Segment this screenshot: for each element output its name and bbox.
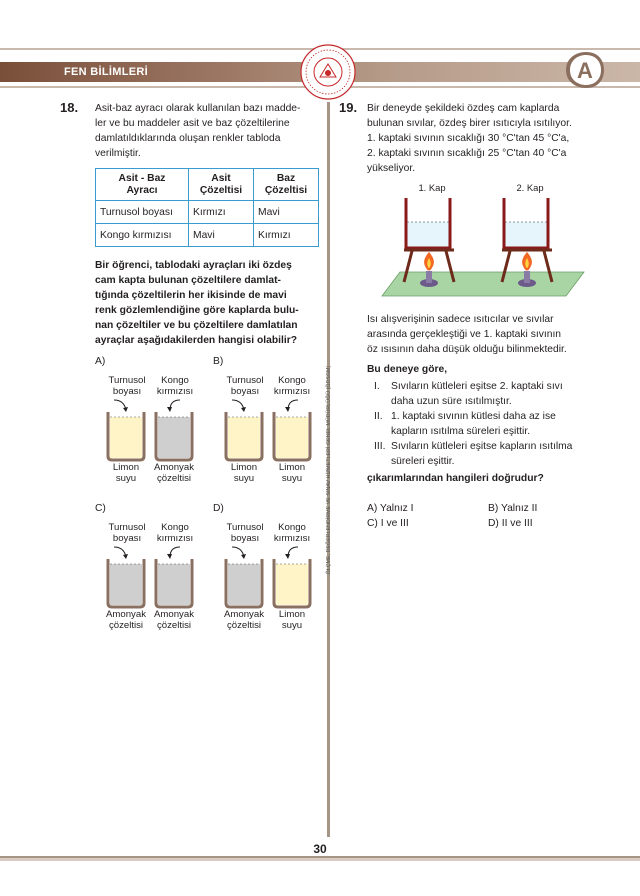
footer-line-light xyxy=(0,858,640,861)
q19-info xyxy=(367,312,567,357)
option-b-left-top: Turnusol boyası xyxy=(226,375,264,397)
q18-intro-line: ler ve bu maddeler asit ve baz çözeltilerine xyxy=(95,118,290,130)
option-a-right-bottom: Amonyak çözeltisi xyxy=(154,462,194,484)
q18-intro-line: damlatıldıklarında oluşan renkler tabloda xyxy=(95,133,281,145)
q18-intro-line: verilmiştir. xyxy=(95,148,141,160)
option-d-left-bottom: Amonyak çözeltisi xyxy=(224,609,264,631)
statement-number: III. xyxy=(374,441,386,452)
drop-arrow xyxy=(170,547,180,557)
option-a-left-bottom: Limon suyu xyxy=(112,462,140,484)
q19-intro-line: 1. kaptaki sıvının sıcaklığı 30 °C'tan 45 °C'a, xyxy=(367,133,570,145)
table-cell: Mavi xyxy=(189,224,254,247)
q19-statement-3 xyxy=(374,439,572,469)
heating-setup-figure xyxy=(370,178,590,310)
subject-title: FEN BİLİMLERİ xyxy=(64,66,148,78)
table-row xyxy=(96,201,319,224)
table-header-row xyxy=(96,169,319,201)
q19-info-line: öz ısısının daha düşük olduğu bilinmektedir. xyxy=(367,344,567,356)
option-a-left-top: Turnusol boyası xyxy=(108,375,146,397)
q19-statement-1 xyxy=(374,379,563,409)
q19-number: 19. xyxy=(339,100,358,115)
option-d-beakers xyxy=(218,543,318,609)
q19-info-line: arasında gerçekleştiği ve 1. kaptaki sıvının xyxy=(367,329,562,341)
q19-lead: Bu deneye göre, xyxy=(367,364,448,375)
q18-question-line: Bir öğrenci, tablodaki ayraçları iki özdeş xyxy=(95,260,292,271)
q18-number: 18. xyxy=(60,100,79,115)
q19-intro-line: 2. kaptaki sıvının sıcaklığı 25 °C'tan 40 °C'a xyxy=(367,148,567,160)
option-d-label[interactable]: D) xyxy=(213,503,224,514)
table-header: Asit - Baz Ayracı xyxy=(96,169,189,201)
option-b-right-top: Kongo kırmızısı xyxy=(273,375,311,397)
statement-line: daha uzun süre ısıtılmıştır. xyxy=(391,396,512,408)
q18-question-line: ayraçlar aşağıdakilerden hangisi olabilir? xyxy=(95,335,298,347)
table-cell: Kongo kırmızısı xyxy=(96,224,189,247)
ministry-seal-icon xyxy=(300,44,356,100)
option-b-right-bottom: Limon suyu xyxy=(278,462,306,484)
option-d-left-top: Turnusol boyası xyxy=(226,522,264,544)
table-header: Baz Çözeltisi xyxy=(254,169,319,201)
choice-b[interactable]: B) Yalnız II xyxy=(488,503,538,514)
q18-question-line: renk gözlemlendiğine göre kaplarda bulu- xyxy=(95,305,299,317)
q18-question xyxy=(95,258,299,349)
table-cell: Kırmızı xyxy=(254,224,319,247)
option-b-beakers xyxy=(218,396,318,462)
option-d-right-top: Kongo kırmızısı xyxy=(273,522,311,544)
booklet-letter-badge xyxy=(562,50,606,90)
option-a-beakers xyxy=(100,396,200,462)
q19-intro-line: bulunan sıvılar, özdeş birer ısıtıcıyla ısıtılıyor. xyxy=(367,118,572,130)
side-credit-text: ÖLÇME, DEĞERLENDİRME VE SINAV HİZMETLERİ GENEL MÜDÜRLÜĞÜ (ÖDSGM) xyxy=(326,365,332,575)
page-number: 30 xyxy=(313,842,327,856)
figure-label-1: 1. Kap xyxy=(418,182,446,193)
q19-info-line: Isı alışverişinin sadece ısıtıcılar ve sıvılar xyxy=(367,314,554,325)
option-c-right-top: Kongo kırmızısı xyxy=(156,522,194,544)
drop-arrow xyxy=(170,400,180,410)
q18-intro xyxy=(95,101,300,161)
q18-question-line: cam kapta bulunan çözeltilere damlat- xyxy=(95,275,281,287)
option-c-right-bottom: Amonyak çözeltisi xyxy=(154,609,194,631)
q18-intro-line: Asit-baz ayracı olarak kullanılan bazı madde- xyxy=(95,103,301,114)
option-b-left-bottom: Limon suyu xyxy=(230,462,258,484)
option-c-left-bottom: Amonyak çözeltisi xyxy=(106,609,146,631)
figure-label-2: 2. Kap xyxy=(516,182,544,193)
choice-d[interactable]: D) II ve III xyxy=(488,518,533,529)
q18-question-line: tığında çözeltilerin her ikisinde de mavi xyxy=(95,290,287,302)
q19-statement-2 xyxy=(374,409,556,439)
indicator-table xyxy=(95,168,319,247)
statement-line: Sıvıların kütleleri eşitse 2. kaptaki sıvı xyxy=(391,381,563,392)
option-b-label[interactable]: B) xyxy=(213,356,224,367)
option-c-left-top: Turnusol boyası xyxy=(108,522,146,544)
option-a-label[interactable]: A) xyxy=(95,356,106,367)
statement-line: süreleri eşittir. xyxy=(391,456,455,468)
option-c-beakers xyxy=(100,543,200,609)
statement-line: 1. kaptaki sıvının kütlesi daha az ise xyxy=(391,411,556,422)
booklet-letter: A xyxy=(577,58,593,83)
choice-c[interactable]: C) I ve III xyxy=(367,518,409,529)
base-plate xyxy=(382,272,584,296)
table-cell: Kırmızı xyxy=(189,201,254,224)
statement-line: kapların ısıtılma süreleri eşittir. xyxy=(391,426,531,438)
q19-intro-line: Bir deneyde şekildeki özdeş cam kaplarda xyxy=(367,103,560,114)
drop-arrow xyxy=(288,400,298,410)
q19-intro xyxy=(367,101,572,176)
q19-question: çıkarımlarından hangileri doğrudur? xyxy=(367,473,544,484)
drop-arrow xyxy=(288,547,298,557)
table-header: Asit Çözeltisi xyxy=(189,169,254,201)
choice-a[interactable]: A) Yalnız I xyxy=(367,503,414,514)
table-cell: Mavi xyxy=(254,201,319,224)
table-cell: Turnusol boyası xyxy=(96,201,189,224)
statement-number: II. xyxy=(374,411,383,422)
table-row xyxy=(96,224,319,247)
option-d-right-bottom: Limon suyu xyxy=(278,609,306,631)
q18-question-line: nan çözeltiler ve bu çözeltilere damlatılan xyxy=(95,320,298,332)
option-c-label[interactable]: C) xyxy=(95,503,106,514)
option-a-right-top: Kongo kırmızısı xyxy=(156,375,194,397)
statement-number: I. xyxy=(374,381,380,392)
statement-line: Sıvıların kütleleri eşitse kapların ısıtılma xyxy=(391,441,573,452)
q19-intro-line: yükseliyor. xyxy=(367,163,416,175)
